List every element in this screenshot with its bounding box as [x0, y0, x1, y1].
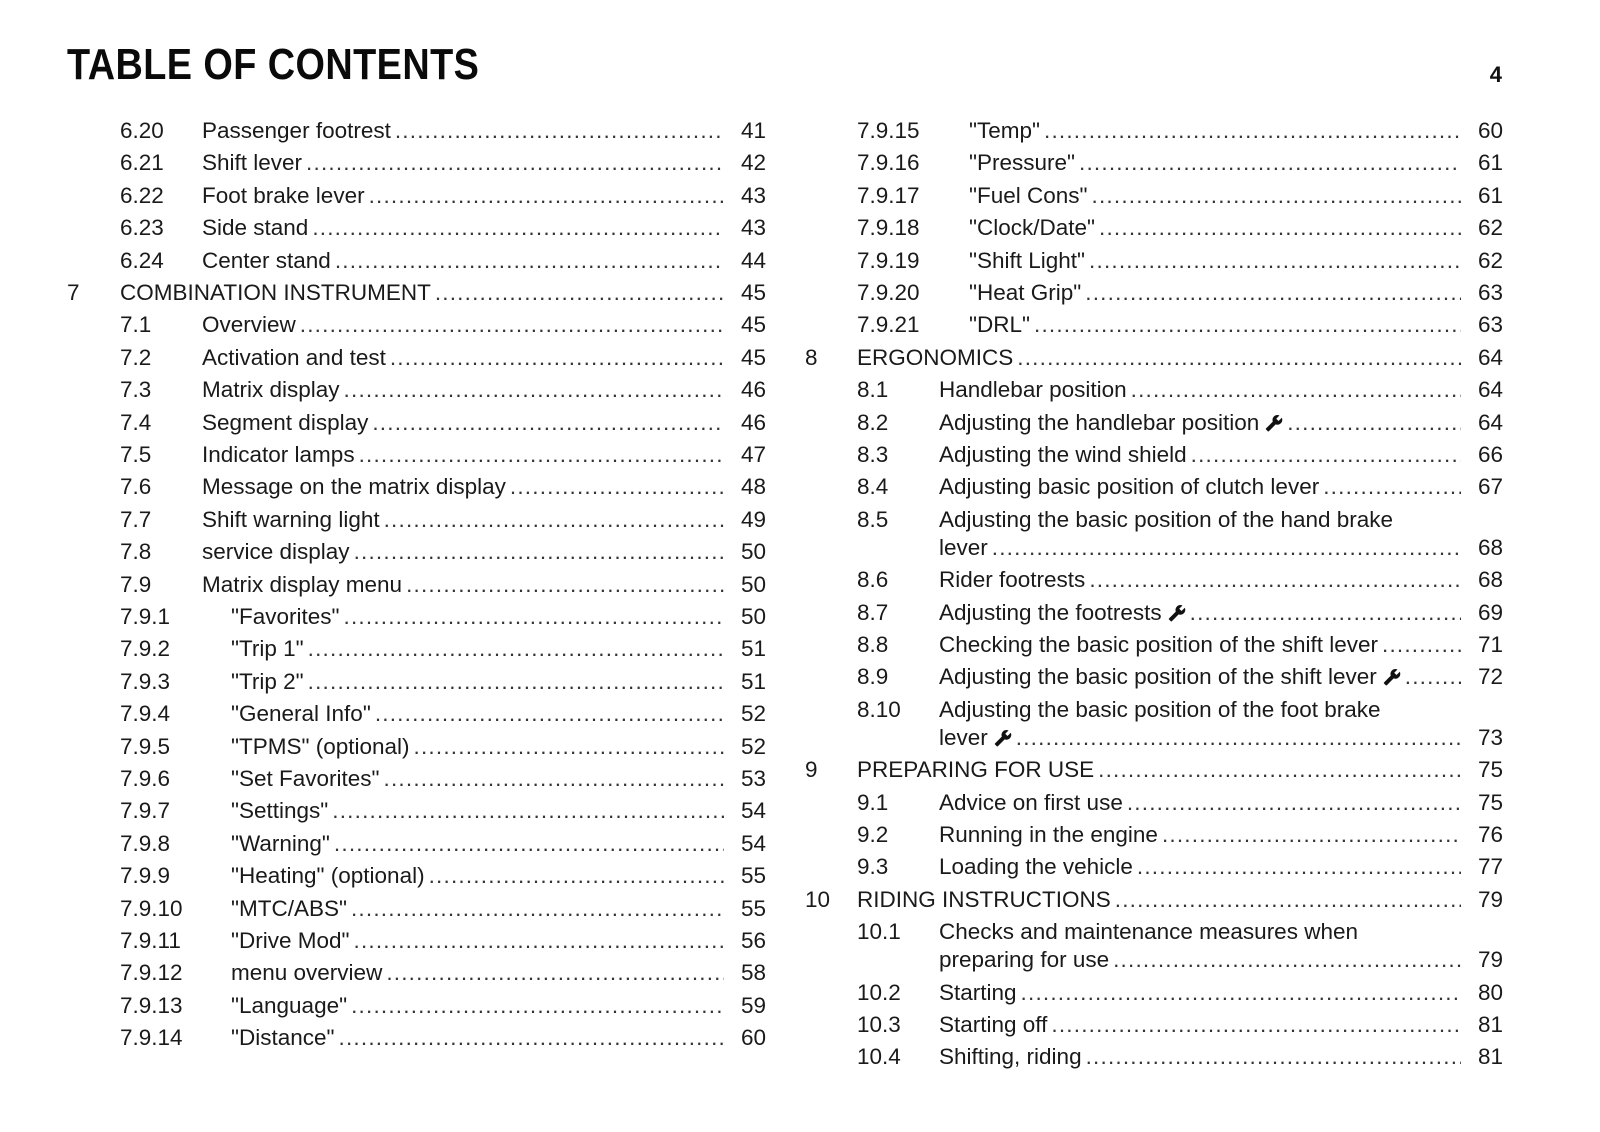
- toc-entry[interactable]: [800, 472, 1503, 502]
- toc-entry-number: 8.10: [857, 696, 901, 722]
- toc-entry-title: menu overview: [231, 960, 383, 986]
- dot-leader: [1086, 1042, 1461, 1072]
- toc-entry-title-continued: lever: [939, 534, 988, 560]
- toc-entry-number: 7.9.18: [857, 215, 920, 241]
- dot-leader: [1016, 723, 1461, 753]
- toc-entry-title: Activation and test: [202, 344, 386, 370]
- dot-leader: [1323, 472, 1461, 502]
- toc-entry-number: 7.7: [120, 506, 152, 532]
- toc-entry[interactable]: [60, 667, 766, 697]
- toc-entry[interactable]: [60, 537, 766, 567]
- toc-entry-title: Overview: [202, 312, 296, 338]
- toc-entry-page: 42: [740, 150, 766, 176]
- dot-leader: [1115, 885, 1461, 915]
- dot-leader: [1044, 116, 1461, 146]
- toc-entry-page: 47: [740, 442, 766, 467]
- dot-leader: [351, 894, 724, 924]
- page-title: TABLE OF CONTENTS: [67, 40, 480, 89]
- toc-entry[interactable]: [60, 732, 766, 762]
- dot-leader: [1191, 440, 1461, 470]
- toc-entry-title: Starting off: [939, 1012, 1048, 1037]
- toc-entry-page: 64: [1477, 377, 1503, 403]
- toc-entry-number: 9.3: [857, 854, 889, 880]
- wrench-icon: [994, 725, 1012, 743]
- dot-leader: [1382, 630, 1461, 660]
- toc-entry-page: 68: [1477, 567, 1503, 593]
- toc-entry[interactable]: [60, 894, 766, 924]
- toc-entry-title: "Pressure": [969, 150, 1076, 176]
- dot-leader: [375, 699, 724, 729]
- toc-entry[interactable]: [60, 310, 766, 340]
- toc-entry-page: 46: [740, 409, 766, 435]
- toc-entry-number: 7.9.4: [120, 701, 171, 727]
- toc-entry-title: "Heating" (optional): [231, 863, 425, 889]
- toc-entry-number: 7.9.7: [120, 798, 171, 824]
- toc-entry-title: "Drive Mod": [231, 928, 350, 953]
- dot-leader: [992, 533, 1461, 563]
- toc-entry-title: "Clock/Date": [969, 215, 1096, 241]
- toc-entry-page: 77: [1477, 854, 1503, 880]
- toc-entry-title: "Temp": [969, 118, 1040, 143]
- toc-entry-number: 7.9.2: [120, 636, 171, 662]
- toc-entry-number: 7.4: [120, 409, 152, 435]
- toc-entry-number: 7.1: [120, 312, 152, 338]
- dot-leader: [1131, 375, 1461, 405]
- toc-entry-title: service display: [202, 539, 350, 565]
- toc-entry-page: 60: [1477, 118, 1503, 143]
- toc-entry-number: 6.20: [120, 118, 164, 143]
- dot-leader: [1190, 598, 1461, 628]
- toc-entry-title: Shift lever: [202, 150, 303, 176]
- toc-entry-number: 7.5: [120, 442, 152, 467]
- toc-entry-page: 58: [740, 960, 766, 986]
- toc-entry-title-continued: preparing for use: [939, 947, 1110, 973]
- toc-entry[interactable]: [60, 343, 766, 373]
- toc-entry-page: 51: [740, 636, 766, 662]
- wrench-icon: [1265, 410, 1283, 428]
- toc-entry-title: Adjusting the wind shield: [939, 442, 1187, 467]
- toc-entry-title: Advice on first use: [939, 789, 1123, 815]
- toc-entry-page: 79: [1477, 947, 1503, 973]
- toc-entry[interactable]: [800, 788, 1503, 818]
- dot-leader: [354, 537, 724, 567]
- toc-entry-number: 6.22: [120, 182, 164, 208]
- toc-entry-number: 7.3: [120, 377, 152, 403]
- toc-entry-title: Adjusting the basic position of the shift lever: [939, 662, 1405, 692]
- toc-entry[interactable]: [60, 246, 766, 276]
- toc-entry[interactable]: [60, 472, 766, 502]
- toc-entry-title: RIDING INSTRUCTIONS: [857, 886, 1111, 912]
- wrench-icon: [1168, 600, 1186, 618]
- toc-entry-title: Adjusting the basic position of the foot brake: [939, 696, 1381, 722]
- toc-entry-number: 9.1: [857, 789, 889, 815]
- toc-entry-number: 7.9.15: [857, 118, 920, 143]
- toc-entry-page: 60: [740, 1025, 766, 1051]
- toc-entry[interactable]: [60, 1023, 766, 1053]
- toc-entry[interactable]: [800, 820, 1503, 850]
- toc-entry[interactable]: [800, 695, 1503, 753]
- dot-leader: [306, 148, 724, 178]
- toc-entry-number: 10.1: [857, 919, 901, 945]
- toc-entry-page: 45: [740, 312, 766, 338]
- toc-entry-title: PREPARING FOR USE: [857, 757, 1095, 783]
- toc-entry-page: 59: [740, 992, 766, 1018]
- toc-entry-title: Starting: [939, 979, 1017, 1005]
- toc-entry-title: Checking the basic position of the shift lever: [939, 632, 1378, 657]
- page-number: 4: [1489, 62, 1502, 87]
- dot-leader: [359, 440, 724, 470]
- toc-entry-title: Foot brake lever: [202, 182, 365, 208]
- toc-entry-number: 10.4: [857, 1044, 901, 1070]
- toc-entry-page: 55: [740, 863, 766, 889]
- toc-entry-title: Running in the engine: [939, 822, 1158, 847]
- toc-entry-page: 51: [740, 668, 766, 694]
- toc-entry[interactable]: [800, 852, 1503, 882]
- toc-entry-number: 7.8: [120, 539, 152, 565]
- toc-entry-page: 71: [1477, 632, 1503, 657]
- toc-entry-title: Adjusting the handlebar position: [939, 408, 1287, 438]
- dot-leader: [332, 796, 724, 826]
- toc-entry-number: 10.3: [857, 1012, 901, 1037]
- dot-leader: [390, 343, 724, 373]
- toc-entry-number: 7.9.17: [857, 182, 920, 208]
- dot-leader: [1079, 148, 1461, 178]
- toc-entry-number: 7.9.5: [120, 733, 171, 759]
- dot-leader: [1017, 343, 1461, 373]
- toc-entry-title: "Language": [231, 992, 348, 1018]
- dot-leader: [300, 310, 724, 340]
- toc-entry-number: 7.9: [120, 571, 152, 597]
- toc-entry-page: 80: [1477, 979, 1503, 1005]
- dot-leader: [308, 667, 724, 697]
- toc-entry-number: 7.9.19: [857, 247, 920, 273]
- toc-entry-number: 7.9.21: [857, 312, 920, 338]
- toc-entry-page: 50: [740, 571, 766, 597]
- toc-entry[interactable]: [800, 310, 1503, 340]
- toc-entry-page: 50: [740, 539, 766, 565]
- toc-entry[interactable]: [800, 978, 1503, 1008]
- toc-entry-title: Matrix display menu: [202, 571, 403, 597]
- dot-leader: [308, 634, 724, 664]
- dot-leader: [335, 246, 724, 276]
- toc-entry-number: 6.23: [120, 215, 164, 241]
- toc-entry-number: 8.4: [857, 474, 889, 500]
- toc-entry-title: "Distance": [231, 1025, 335, 1051]
- dot-leader: [384, 764, 724, 794]
- toc-entry-page: 52: [740, 733, 766, 759]
- dot-leader: [1085, 278, 1461, 308]
- toc-entry-page: 55: [740, 895, 766, 921]
- dot-leader: [1051, 1010, 1461, 1040]
- toc-entry[interactable]: [60, 570, 766, 600]
- toc-entry[interactable]: [60, 926, 766, 956]
- dot-leader: [384, 505, 724, 535]
- toc-entry-title: Matrix display: [202, 377, 340, 403]
- toc-entry-title: "DRL": [969, 312, 1030, 338]
- toc-entry[interactable]: [60, 278, 766, 308]
- toc-entry-page: 48: [740, 474, 766, 500]
- toc-entry-title: Message on the matrix display: [202, 474, 506, 500]
- toc-entry[interactable]: [800, 755, 1503, 785]
- dot-leader: [351, 991, 724, 1021]
- toc-entry-title: "Warning": [231, 830, 330, 856]
- toc-entry-page: 66: [1477, 442, 1503, 467]
- toc-entry-number: 7.9.3: [120, 668, 171, 694]
- toc-entry-title: COMBINATION INSTRUMENT: [120, 280, 431, 305]
- toc-entry[interactable]: [800, 630, 1503, 660]
- toc-entry[interactable]: [60, 375, 766, 405]
- toc-entry-page: 62: [1477, 215, 1503, 241]
- toc-entry-number: 8.3: [857, 442, 889, 467]
- dot-leader: [1092, 181, 1461, 211]
- toc-entry-title: "Fuel Cons": [969, 182, 1088, 208]
- toc-entry-title: "General Info": [231, 701, 371, 727]
- toc-entry-title: ERGONOMICS: [857, 344, 1014, 370]
- toc-entry-title: "Set Favorites": [231, 766, 380, 791]
- toc-entry-title: "Shift Light": [969, 247, 1086, 273]
- toc-entry-number: 10: [805, 886, 831, 912]
- dot-leader: [1089, 246, 1461, 276]
- dot-leader: [1089, 565, 1461, 595]
- dot-leader: [1405, 662, 1461, 692]
- dot-leader: [1162, 820, 1461, 850]
- toc-entry-page: 53: [740, 766, 766, 791]
- toc-entry[interactable]: [800, 116, 1503, 146]
- toc-entry-page: 56: [740, 928, 766, 953]
- toc-entry-number: 7.9.20: [857, 280, 920, 305]
- toc-entry-title: Segment display: [202, 409, 369, 435]
- dot-leader: [1113, 945, 1461, 975]
- toc-entry[interactable]: [60, 181, 766, 211]
- toc-entry-page: 64: [1477, 409, 1503, 435]
- toc-entry-title: Handlebar position: [939, 377, 1127, 403]
- toc-entry[interactable]: [60, 796, 766, 826]
- toc-entry[interactable]: [800, 440, 1503, 470]
- toc-entry-number: 8.9: [857, 664, 889, 690]
- toc-entry-number: 10.2: [857, 979, 901, 1005]
- dot-leader: [1034, 310, 1461, 340]
- toc-entry-page: 43: [740, 215, 766, 241]
- toc-entry-title: Shift warning light: [202, 506, 380, 532]
- toc-entry-number: 9: [805, 757, 818, 783]
- toc-entry-number: 7.9.14: [120, 1025, 183, 1051]
- toc-entry-title-continued: lever: [939, 723, 1016, 753]
- toc-entry-title: Loading the vehicle: [939, 854, 1133, 880]
- toc-entry-number: 7.9.1: [120, 604, 171, 629]
- toc-entry-page: 73: [1477, 724, 1503, 750]
- toc-entry[interactable]: [800, 1010, 1503, 1040]
- dot-leader: [1127, 788, 1461, 818]
- toc-entry[interactable]: [800, 505, 1503, 563]
- toc-entry[interactable]: [800, 181, 1503, 211]
- toc-entry[interactable]: [60, 505, 766, 535]
- toc-entry-number: 8.1: [857, 377, 889, 403]
- toc-entry-page: 63: [1477, 280, 1503, 305]
- toc-entry-number: 7.9.13: [120, 992, 183, 1018]
- dot-leader: [414, 732, 724, 762]
- toc-entry-title: "TPMS" (optional): [231, 733, 410, 759]
- toc-entry[interactable]: [60, 440, 766, 470]
- toc-entry-page: 63: [1477, 312, 1503, 338]
- toc-entry[interactable]: [800, 598, 1503, 628]
- toc-entry-page: 79: [1477, 886, 1503, 912]
- toc-entry-page: 76: [1477, 822, 1503, 847]
- toc-entry-page: 52: [740, 701, 766, 727]
- dot-leader: [372, 408, 724, 438]
- toc-entry-page: 45: [740, 344, 766, 370]
- toc-entry-page: 75: [1477, 757, 1503, 783]
- toc-entry[interactable]: [60, 764, 766, 794]
- toc-entry[interactable]: [60, 213, 766, 243]
- toc-entry[interactable]: [800, 213, 1503, 243]
- toc-entry[interactable]: [800, 148, 1503, 178]
- toc-entry-number: 8.6: [857, 567, 889, 593]
- toc-entry-title: "Settings": [231, 798, 329, 824]
- toc-entry-title: "Heat Grip": [969, 280, 1082, 305]
- toc-entry[interactable]: [800, 408, 1503, 438]
- toc-entry[interactable]: [60, 991, 766, 1021]
- toc-entry-number: 6.21: [120, 150, 164, 176]
- toc-entry-page: 50: [740, 604, 766, 629]
- toc-entry-page: 54: [740, 830, 766, 856]
- dot-leader: [435, 278, 724, 308]
- dot-leader: [386, 958, 724, 988]
- toc-entry-number: 8: [805, 344, 818, 370]
- toc-entry-number: 7.9.12: [120, 960, 183, 986]
- toc-entry-number: 8.5: [857, 506, 889, 532]
- toc-entry-page: 41: [740, 118, 766, 143]
- toc-entry-number: 8.8: [857, 632, 889, 657]
- wrench-icon: [1383, 664, 1401, 682]
- toc-entry-number: 8.2: [857, 409, 889, 435]
- toc-entry-page: 75: [1477, 789, 1503, 815]
- toc-entry-number: 7.9.16: [857, 150, 920, 176]
- dot-leader: [334, 829, 724, 859]
- toc-entry[interactable]: [60, 634, 766, 664]
- toc-entry-page: 81: [1477, 1012, 1503, 1037]
- toc-entry[interactable]: [60, 148, 766, 178]
- dot-leader: [344, 602, 724, 632]
- toc-entry-page: 49: [740, 506, 766, 532]
- toc-entry-page: 54: [740, 798, 766, 824]
- toc-entry-title: Adjusting the basic position of the hand brake: [939, 506, 1394, 532]
- toc-entry-title: Rider footrests: [939, 567, 1086, 593]
- toc-entry-number: 7: [67, 280, 80, 305]
- toc-entry-title: Passenger footrest: [202, 118, 391, 143]
- toc-entry-number: 7.2: [120, 344, 152, 370]
- toc-entry-title: "MTC/ABS": [231, 895, 347, 921]
- toc-entry-title: Indicator lamps: [202, 442, 355, 467]
- dot-leader: [1021, 978, 1461, 1008]
- toc-entry[interactable]: [800, 885, 1503, 915]
- toc-entry-title: "Favorites": [231, 604, 340, 629]
- toc-entry-number: 9.2: [857, 822, 889, 847]
- toc-entry[interactable]: [60, 116, 766, 146]
- dot-leader: [1287, 408, 1461, 438]
- toc-entry-page: 61: [1477, 150, 1503, 176]
- toc-entry-page: 62: [1477, 247, 1503, 273]
- toc-entry-page: 45: [740, 280, 766, 305]
- toc-entry-number: 7.9.10: [120, 895, 183, 921]
- toc-entry[interactable]: [60, 861, 766, 891]
- toc-entry-title: Adjusting basic position of clutch lever: [939, 474, 1320, 500]
- toc-entry[interactable]: [60, 829, 766, 859]
- toc-entry-page: 64: [1477, 344, 1503, 370]
- toc-entry-page: 61: [1477, 182, 1503, 208]
- dot-leader: [406, 570, 724, 600]
- toc-entry[interactable]: [800, 565, 1503, 595]
- dot-leader: [510, 472, 724, 502]
- toc-entry-page: 68: [1477, 534, 1503, 560]
- dot-leader: [369, 181, 724, 211]
- toc-entry-number: 7.9.9: [120, 863, 171, 889]
- toc-entry[interactable]: [800, 917, 1503, 975]
- toc-entry-title: Adjusting the footrests: [939, 598, 1190, 628]
- dot-leader: [344, 375, 724, 405]
- toc-entry-page: 67: [1477, 474, 1503, 500]
- toc-entry-title: Side stand: [202, 215, 309, 241]
- toc-entry[interactable]: [800, 662, 1503, 692]
- dot-leader: [395, 116, 724, 146]
- toc-entry-title: Center stand: [202, 247, 331, 273]
- toc-entry-number: 6.24: [120, 247, 164, 273]
- toc-entry[interactable]: [800, 278, 1503, 308]
- toc-entry-title: "Trip 1": [231, 636, 304, 662]
- toc-entry-title: Shifting, riding: [939, 1044, 1082, 1070]
- toc-entry[interactable]: [60, 408, 766, 438]
- toc-entry[interactable]: [800, 246, 1503, 276]
- dot-leader: [429, 861, 724, 891]
- toc-entry-page: 81: [1477, 1044, 1503, 1070]
- dot-leader: [1098, 755, 1461, 785]
- dot-leader: [1099, 213, 1461, 243]
- toc-entry-page: 72: [1477, 664, 1503, 690]
- toc-entry-page: 43: [740, 182, 766, 208]
- toc-entry[interactable]: [800, 343, 1503, 373]
- dot-leader: [312, 213, 724, 243]
- dot-leader: [1137, 852, 1461, 882]
- dot-leader: [354, 926, 725, 956]
- toc-entry-title: "Trip 2": [231, 668, 304, 694]
- toc-entry-title: Checks and maintenance measures when: [939, 919, 1358, 945]
- toc-entry-page: 46: [740, 377, 766, 403]
- toc-entry[interactable]: [60, 699, 766, 729]
- toc-entry-page: 69: [1477, 599, 1503, 625]
- toc-entry-number: 7.9.6: [120, 766, 171, 791]
- toc-entry-page: 44: [740, 247, 766, 273]
- toc-entry[interactable]: [800, 375, 1503, 405]
- toc-entry[interactable]: [800, 1042, 1503, 1072]
- toc-entry-number: 7.6: [120, 474, 152, 500]
- toc-entry[interactable]: [60, 602, 766, 632]
- toc-entry-number: 8.7: [857, 599, 889, 625]
- toc-entry-number: 7.9.8: [120, 830, 171, 856]
- toc-entry-number: 7.9.11: [120, 928, 181, 953]
- dot-leader: [339, 1023, 724, 1053]
- toc-entry[interactable]: [60, 958, 766, 988]
